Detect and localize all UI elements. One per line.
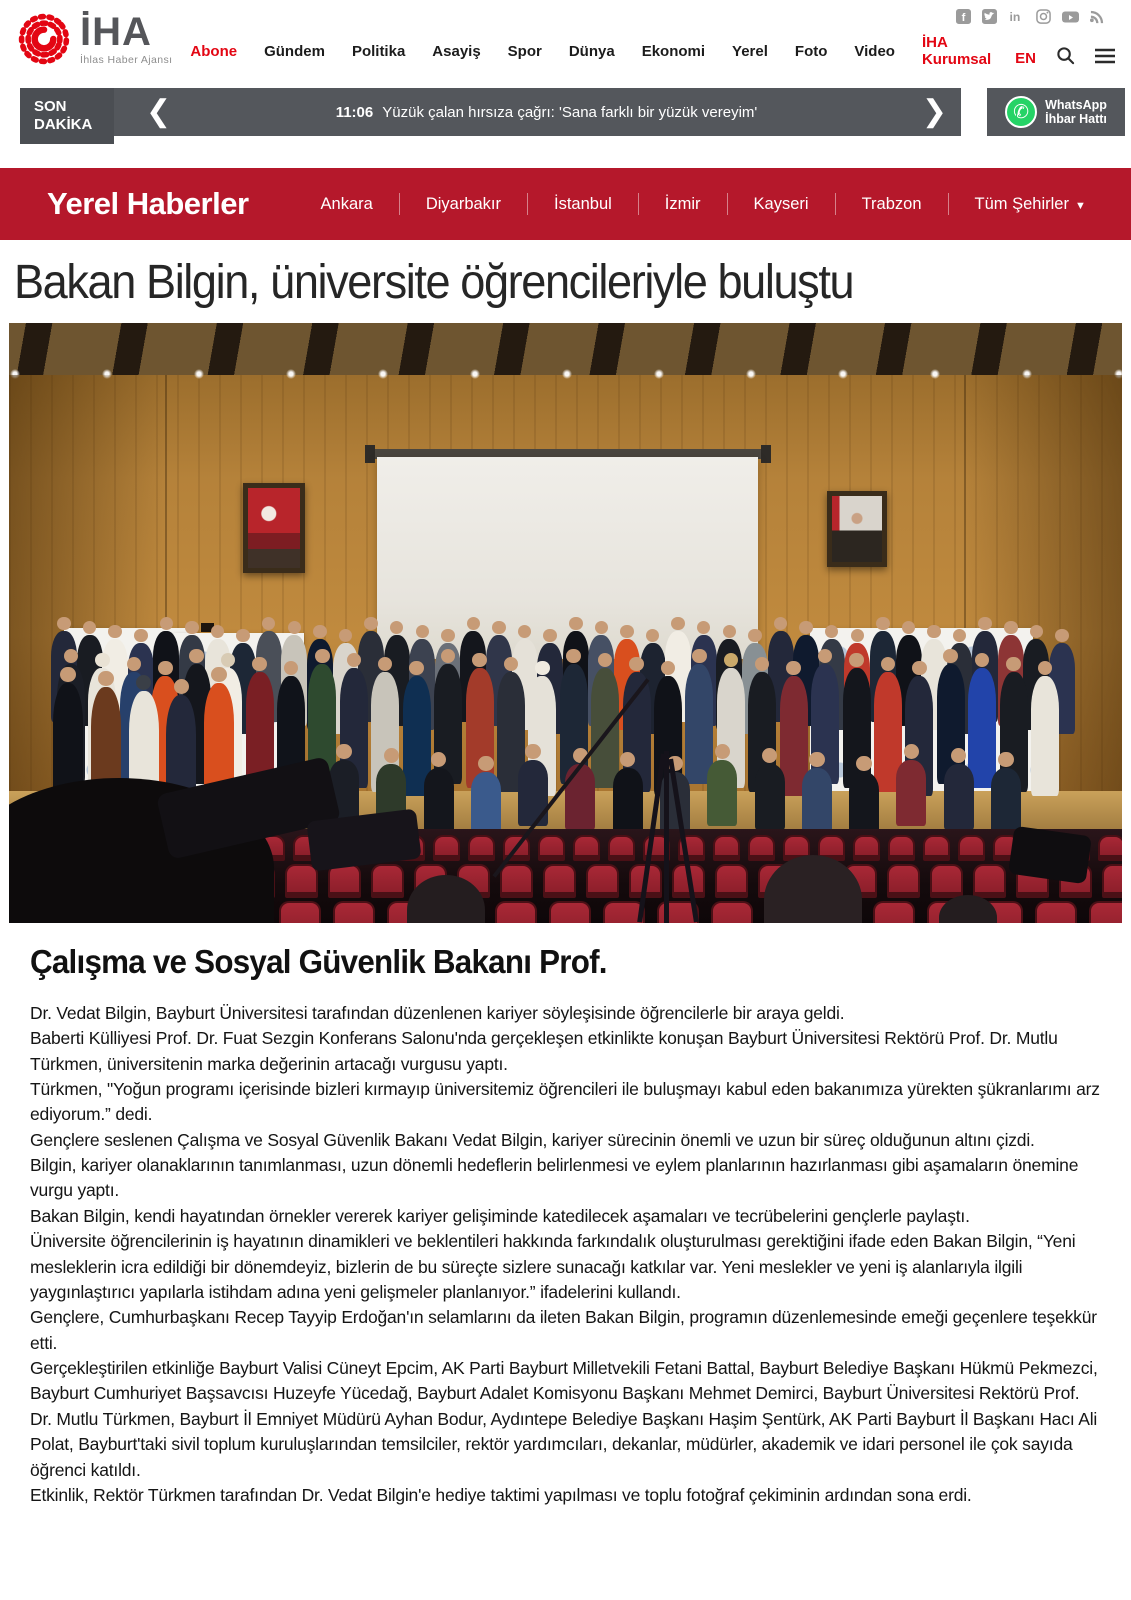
seat xyxy=(711,901,753,923)
article-body xyxy=(0,923,1131,1539)
seat xyxy=(538,835,565,861)
city-link-ankara[interactable]: Ankara xyxy=(320,194,373,213)
city-links xyxy=(295,193,1112,215)
seat xyxy=(958,835,985,861)
all-cities-dropdown[interactable]: Tüm Şehirler ▼ xyxy=(974,194,1086,213)
search-icon[interactable] xyxy=(1056,46,1075,70)
article-paragraph: Gençlere seslenen Çalışma ve Sosyal Güvenlik Bakanı Vedat Bilgin, kariyer sürecinin önemli ve uzun bir süreç olduğunun altını çizdi. xyxy=(30,1129,1035,1150)
breaking-headline-text: Yüzük çalan hırsıza çağrı: 'Sana farklı bir yüzük vereyim' xyxy=(382,103,758,121)
seat xyxy=(549,901,591,923)
nav-item-spor[interactable]: Spor xyxy=(507,42,542,60)
city-link-izmir[interactable]: İzmir xyxy=(664,194,701,213)
seat xyxy=(1102,864,1122,898)
erdogan-portrait xyxy=(827,491,887,567)
city-link-istanbul[interactable]: İstanbul xyxy=(554,194,612,213)
seat xyxy=(973,864,1006,898)
ticker-next-icon[interactable]: ❯ xyxy=(908,97,961,127)
city-link-kayseri[interactable]: Kayseri xyxy=(753,194,809,213)
seat xyxy=(285,864,318,898)
seat xyxy=(748,835,775,861)
son-dakika-label: SON DAKİKA xyxy=(20,88,114,144)
section-title: Yerel Haberler xyxy=(47,186,249,221)
photo-ceiling-lights xyxy=(9,369,1122,379)
main-nav xyxy=(190,34,1015,72)
social-links xyxy=(956,9,1105,24)
person xyxy=(707,744,737,826)
person xyxy=(896,744,926,826)
breaking-headline[interactable] xyxy=(185,104,908,121)
nav-item-en[interactable]: EN xyxy=(1015,49,1036,67)
seat xyxy=(433,835,460,861)
seat xyxy=(715,864,748,898)
brand-subtitle: İhlas Haber Ajansı xyxy=(80,54,173,66)
facebook-icon[interactable] xyxy=(956,9,971,24)
city-link-diyarbakir[interactable]: Diyarbakır xyxy=(425,194,501,213)
person xyxy=(565,748,595,830)
site-header xyxy=(0,0,1131,88)
photo-ceiling xyxy=(9,323,1122,375)
nav-item-gundem[interactable]: Gündem xyxy=(264,42,325,60)
seat xyxy=(888,835,915,861)
seat xyxy=(279,901,321,923)
seat xyxy=(495,901,537,923)
hamburger-menu-icon[interactable] xyxy=(1095,48,1115,69)
chevron-down-icon: ▼ xyxy=(1074,199,1086,212)
seat xyxy=(586,864,619,898)
article-paragraph: Üniversite öğrencilerinin iş hayatının dinamikleri ve beklentileri hakkında farkındalık oluşturulması gerektiğini ifade eden Bakan Bilgin, “Yeni mesleklerin icra edildiği bir dönemdeyiz, bizlerin de bu süreçte sizlere sunacağı katkılar var. Yeni meslekler ve yeni iş alanlarıyla ilgili yaygınlaştırıcı yapılarla istihdam adına yeni gelişmeler planlanıyor.” ifadelerini kullandı. xyxy=(30,1231,1076,1302)
seat xyxy=(873,901,915,923)
seat xyxy=(887,864,920,898)
seat xyxy=(853,835,880,861)
seat xyxy=(713,835,740,861)
seat xyxy=(930,864,963,898)
nav-item-ekonomi[interactable]: Ekonomi xyxy=(641,42,706,60)
person xyxy=(944,748,974,830)
article-subheading: Çalışma ve Sosyal Güvenlik Bakanı Prof. xyxy=(30,942,607,980)
nav-item-asayis[interactable]: Asayiş xyxy=(432,42,481,60)
article-paragraph: Bakan Bilgin, kendi hayatından örnekler vererek kariyer gelişiminde katedilecek aşamaları ve tecrübelerini gençlerle paylaştı. xyxy=(30,1205,970,1226)
article-paragraph: Etkinlik, Rektör Türkmen tarafından Dr. Vedat Bilgin'e hediye taktimi yapılması ve toplu fotoğraf çekiminin ardından sona erdi. xyxy=(30,1484,972,1505)
article-paragraph: Türkmen, "Yoğun programı içerisinde bizleri kırmayıp üniversitemiz öğrencileri ile buluşmayı kabul eden bakanımıza yürekten şükranlarımı arz ediyorum.” dedi. xyxy=(30,1078,1100,1125)
article-paragraph: Gençlere, Cumhurbaşkanı Recep Tayyip Erdoğan'ın selamlarını da ileten Bakan Bilgin, programın düzenlemesinde emeği geçenlere teşekkür etti. xyxy=(30,1307,1097,1353)
nav-item-foto[interactable]: Foto xyxy=(794,42,828,60)
seat xyxy=(500,864,533,898)
nav-item-video[interactable]: Video xyxy=(854,42,895,60)
nav-item-abone[interactable]: Abone xyxy=(190,42,238,60)
ticker-prev-icon[interactable]: ❮ xyxy=(132,97,185,127)
seat xyxy=(573,835,600,861)
nav-item-dunya[interactable]: Dünya xyxy=(568,42,615,60)
seat xyxy=(333,901,375,923)
seat xyxy=(543,864,576,898)
article-paragraph: Baberti Külliyesi Prof. Dr. Fuat Sezgin Konferans Salonu'nda gerçekleşen etkinlikte konuşan Bayburt Üniversitesi Rektörü Prof. Dr. Mutlu Türkmen, üniversitenin marka değerinin artacağı vurgusu yaptı. xyxy=(30,1028,1058,1074)
person xyxy=(802,752,832,834)
article-paragraph: Dr. Vedat Bilgin, Bayburt Üniversitesi tarafından düzenlenen kariyer söyleşisinde öğrencilerle bir araya geldi. xyxy=(30,1002,845,1023)
article-paragraph: Bilgin, kariyer olanaklarının tanımlanması, uzun dönemli hedeflerin belirlenmesi ve eylem planlarının hazırlanması gibi aşamaların önemine vurgu yaptı. xyxy=(30,1155,1079,1201)
section-bar xyxy=(0,168,1131,240)
person xyxy=(1031,661,1059,796)
person xyxy=(613,752,643,834)
nav-item-yerel[interactable]: Yerel xyxy=(732,42,768,60)
article-paragraph: Gerçekleştirilen etkinliğe Bayburt Valisi Cüneyt Epcim, AK Parti Bayburt Milletvekili Fetani Battal, Bayburt Belediye Başkanı Hükmü Pekmezci, Bayburt Cumhuriyet Başsavcısı Huzeyfe Yücedağ, Bayburt Adalet Komisyonu Başkanı Mehmet Demirci, Bayburt Üniversitesi Rektörü Prof. Dr. Mutlu Türkmen, Bayburt İl Emniyet Müdürü Ayhan Bodur, Aydıntepe Belediye Başkanı Haşim Şentürk, AK Parti Bayburt İl Başkanı Hacı Ali Polat, Bayburt'taki sivil toplum kuruluşlarından temsilciler, rektör yardımcıları, dekanlar, müdürler, akademik ve idari personel ile çok sayıda öğrenci katıldı. xyxy=(30,1358,1098,1480)
svg-text:f: f xyxy=(961,12,966,24)
whatsapp-tip-line-button[interactable]: ✆ WhatsApp İhbar Hattı xyxy=(987,88,1125,136)
nav-item-iha-kurumsal[interactable]: İHA Kurumsal xyxy=(921,34,992,68)
brand-name: İHA xyxy=(80,10,152,54)
ataturk-portrait xyxy=(243,483,305,573)
instagram-icon[interactable] xyxy=(1036,9,1051,24)
breaking-time: 11:06 xyxy=(335,103,374,121)
iha-logo-swirl-icon xyxy=(16,11,72,72)
person xyxy=(424,752,454,834)
breaking-news-bar xyxy=(0,88,1131,136)
twitter-icon[interactable] xyxy=(982,9,997,24)
seat xyxy=(923,835,950,861)
linkedin-icon[interactable] xyxy=(1008,9,1025,24)
seat xyxy=(371,864,404,898)
rss-icon[interactable] xyxy=(1090,9,1105,24)
person xyxy=(471,756,501,838)
seat xyxy=(608,835,635,861)
seat xyxy=(468,835,495,861)
nav-item-politika[interactable]: Politika xyxy=(351,42,406,60)
person xyxy=(991,752,1021,834)
person xyxy=(849,756,879,838)
iha-logo[interactable] xyxy=(16,11,172,72)
youtube-icon[interactable] xyxy=(1062,9,1079,24)
seat xyxy=(1089,901,1122,923)
video-camera3 xyxy=(1008,826,1092,884)
article-title: Bakan Bilgin, üniversite öğrencileriyle buluştu xyxy=(14,256,854,309)
article-photo xyxy=(9,323,1122,923)
seat xyxy=(1098,835,1122,861)
seat xyxy=(1035,901,1077,923)
whatsapp-icon: ✆ xyxy=(1005,96,1037,128)
city-link-trabzon[interactable]: Trabzon xyxy=(861,194,922,213)
svg-text:in: in xyxy=(1009,10,1021,24)
person xyxy=(755,748,785,830)
